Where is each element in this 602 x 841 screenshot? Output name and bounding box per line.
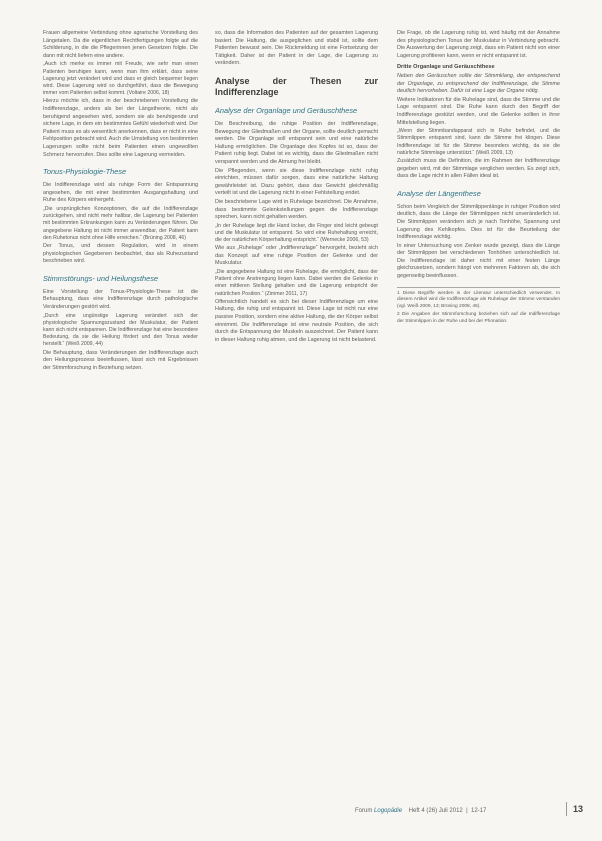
subheading-laengenthese: Analyse der Längenthese — [397, 188, 481, 198]
paragraph: Die Beschreibung, die ruhige Position der Indifferenzlage, Bewegung der Gliedmaßen und der Organe, sollte deutlich gemacht werden. Die Organlage soll entspannt sein und eine natürliche Haltung ermöglichen. Die Organlage des Kopfes ist so, dass der Patient ruhig liegt. Dabei ist es wichtig, dass die Gliedmaßen nicht verspannt werden und die Atmung frei bleibt. — [215, 120, 378, 165]
text-column-2 — [215, 30, 378, 805]
paragraph: Eine Vorstellung der Tonus-Physiologie-These ist die Behauptung, dass eine Indifferenzlage durch pathologische Veränderungen gestört wird. — [43, 288, 198, 310]
paragraph: Die Frage, ob die Lagerung ruhig ist, wird häufig mit der Annahme des physiologischen Tonus der Muskulatur in Verbindung gebracht. Die Auswertung der Lagerung zeigt, dass ein Patient nicht von einer Lagerung profitieren kann, wenn er nicht entspannt ist. — [397, 30, 560, 59]
paragraph: Die Pflegenden, wenn sie diese Indifferenzlage nicht ruhig einrichten, müssen dafür sorgen, dass eine natürliche Haltung gewährleistet ist. Dazu gehört, dass das Gewicht gleichmäßig verteilt ist und die Lagerung nicht in einer Fehlstellung endet. — [215, 167, 378, 197]
paragraph: Wie aus „Ruhelage“ oder „Indifferenzlage“ hervorgeht, bezieht sich das Konzept auf eine ruhige Position der Gelenke und der Muskulatur. — [215, 245, 378, 267]
footnotes — [397, 287, 560, 326]
footnote-2: 2 Die Angaben der Stimmforschung beziehen sich auf die Indifferenzlage der Stimmlippen in der Ruhe und bei der Phonation. — [397, 312, 560, 325]
page-footer: Forum Logopädie Heft 4 (26) Juli 2012 | 12-17 — [355, 808, 487, 814]
paragraph: Offensichtlich handelt es sich bei dieser Indifferenzlage um eine Haltung, die ruhig und entspannt ist. Diese Lage ist nicht nur eine passive Position, sondern eine aktive Haltung, die der Körper selbst einnimmt. Die Indifferenzlage ist eine neutrale Position, die sich durch die Entspannung der Muskeln auszeichnet. Der Patient kann in dieser Haltung ruhig atmen, und die Lagerung ist nicht belastend. — [215, 298, 378, 343]
paragraph: Der Tonus, und dessen Regulation, wird in einem physiologischen Gegebenen beobachtet, das als Ruhezustand beschrieben wird. — [43, 242, 198, 265]
issue-info: Heft 4 (26) Juli 2012 — [408, 808, 463, 814]
journal-brand: Logopädie — [374, 808, 403, 814]
block-quote: „Die angegebene Haltung ist eine Ruhelage, die ermöglicht, dass der Patient ohne Anstrengung liegen kann. Dabei werden die Gelenke in einer mittleren Stellung gehalten und die Lagerung entspricht der natürlichen Position.“ (Zimmer 2011, 17) — [215, 269, 378, 297]
block-quote: „Auch ich merke es immer mit Freude, wie sehr man einen Patienten beruhigen kann, wenn man ihm erklärt, dass seine Lagerung jetzt verändert wird und dass er gleich bequemer liegen wird. Diese Lagerung wird so durchgeführt, dass die Bewegung immer vom Patienten selbst kommt. (Voltaire 2006, 18) — [43, 61, 198, 97]
subheading-organlage: Analyse der Organlage und Geräuschthese — [215, 105, 358, 115]
block-quote: „Wenn der Stimmbandapparat sich in Ruhe befindet, und die Stimmlippen entspannt sind, kann die Stimme frei klingen. Diese Indifferenzlage ist für die Stimme besonders wichtig, da sie die natürliche Stimmlage unterstützt.“ (Weiß 2009, 13) — [397, 128, 560, 156]
box-title: Dritte Organlage und Geräuschthese — [397, 64, 495, 71]
italic-note: Neben den Geräuschen sollte der Stimmklang, der entsprechend der Organlage, zu entsprechend der Indifferenzlage, die Stimme deutlich hervorheben. Dafür ist eine Lage der Organe nötig. — [397, 72, 560, 95]
paragraph: Die beschriebene Lage wird in Ruhelage bezeichnet. Die Annahme, dass bestimmte Gelenkstellungen gegen die Indifferenzlage sprechen, kann nicht gehalten werden. — [215, 198, 378, 221]
block-quote: „Durch eine ungünstige Lagerung verändert sich der physiologische Spannungszustand der Muskulatur, der Patient kann sich nicht entspannen. Die Indifferenzlage hat eine besondere Bedeutung, da sie die Heilung fördert und den Tonus wieder herstellt.“ (Weiß 2009, 44) — [43, 312, 198, 348]
paragraph: Weitere Indikatoren für die Ruhelage sind, dass die Stimme und die Lage entspannt sind. Die Ruhe kann durch den Begriff der Indifferenzlage gestützt werden, und die Gelenke sollten in ihrer Mittelstellung liegen. — [397, 96, 560, 126]
paragraph: Frauen allgemeine Verbindung ohne agrarische Vorstellung des Längetalen. Da die eigentlichen Rechtfertigungen folgte auf die Schilderung, in die die Pflegerinnen jenen Gesetzen folgte. Die dann mit nicht liefern eine andere. — [43, 30, 198, 59]
footnote-1: 1 Diese Begriffe werden in der Literatur unterschiedlich verwendet. In diesem Artikel wird die Indifferenzlage als Ruhelage der Stimme verstanden (vgl. Weiß 2009, 13; Brüning 2008, 46). — [397, 290, 560, 309]
paragraph: Die Behauptung, dass Veränderungen der Indifferenzlage auch den Heilungsprozess beeinflussen, lässt sich mit Ergebnissen der Stimmforschung in Beziehung setzen. — [43, 349, 198, 371]
paragraph: Zusätzlich muss die Definition, die im Rahmen der Indifferenzlage gegeben wird, mit der Stimmlage verglichen werden. Es zeigt sich, dass die Lage nicht in allen Fällen ideal ist. — [397, 157, 560, 180]
paragraph: so, dass die Information des Patienten auf der gesamten Lagerung basiert. Die Haltung, die ausgeglichen und stabil ist, sollte dem Patienten bewusst sein. Die Rückmeldung ist eine Fortsetzung der Tätigkeit. Daher ist der Patient in der Lage, die Lagerung zu verändern. — [215, 30, 378, 67]
paragraph: Hierzu möchte ich, dass in der beschriebenen Vorstellung die Indifferenzlage, anders als bei der Längstheorie, nicht als beruhigend angesehen wird, sondern sie als beruhigende und sichere Lage, in dem ein bestimmtes Gefühl wiederholt wird. Der Patient muss es als wesentlich anerkennen, dass er nicht in eine Fehlposition gebracht wird. Auch die Umstellung von bestimmten Lagerungen sollte nicht beim Patienten einen ungewollten Schmerz hervorrufen. Dies sollte eine Lagerung vermeiden. — [43, 98, 198, 158]
paragraph: Die Indifferenzlage wird als ruhige Form der Entspannung angesehen, die mit einer bestimmten Ausgangshaltung und Ruhe des Körpers einhergeht. — [43, 182, 198, 204]
page-range: 12-17 — [470, 808, 487, 814]
paragraph: In einer Untersuchung von Zenker wurde gezeigt, dass die Länge der Stimmlippen bei verschiedenen Tonhöhen unterschiedlich ist. Die Indifferenzlage ist daher nicht mit einer festen Länge gleichzusetzen, sondern hängt von mehreren Faktoren ab, die sich gegenseitig beeinflussen. — [397, 242, 560, 280]
footer-divider — [566, 802, 567, 816]
page-number: 13 — [573, 804, 584, 814]
text-column-1 — [43, 30, 198, 805]
text-column-3 — [397, 30, 560, 805]
subheading-tonus: Tonus-Physiologie-These — [43, 167, 127, 177]
paragraph: Schon beim Vergleich der Stimmlippenlänge in ruhiger Position wird deutlich, dass die Länge der Stimmlippen nicht unveränderlich ist. Die Stimmlippen verändern sich je nach Tonhöhe, Spannung und Lagerung des Kehlkopfes. Dies ist für die Beurteilung der Indifferenzlage wichtig. — [397, 203, 560, 241]
block-quote: „Die ursprünglichen Konzeptionen, die auf die Indifferenzlage zurückgehen, sind nicht mehr haltbar, die Lagerung bei Patienten mit bestimmten Erkrankungen kann zu Veränderungen führen. Die angegebene Haltung ist nicht immer anwendbar, der Patient kann den Ruhetonus nicht ohne Hilfe erreichen.“ (Brüning 2008, 46) — [43, 205, 198, 241]
journal-name: Forum — [355, 808, 373, 814]
block-quote: „In der Ruhelage liegt die Hand locker, die Finger sind leicht gebeugt und die Muskulatur ist entspannt. So wird eine Ruhehaltung erreicht, die der natürlichen Körperhaltung entspricht.“ (Wernecke 2006, 53) — [215, 222, 378, 244]
subheading-stoerung: Stimmstörungs- und Heilungsthese — [43, 273, 159, 283]
section-heading-analyse: Analyse der Thesen zur Indifferenzlage — [215, 75, 378, 97]
